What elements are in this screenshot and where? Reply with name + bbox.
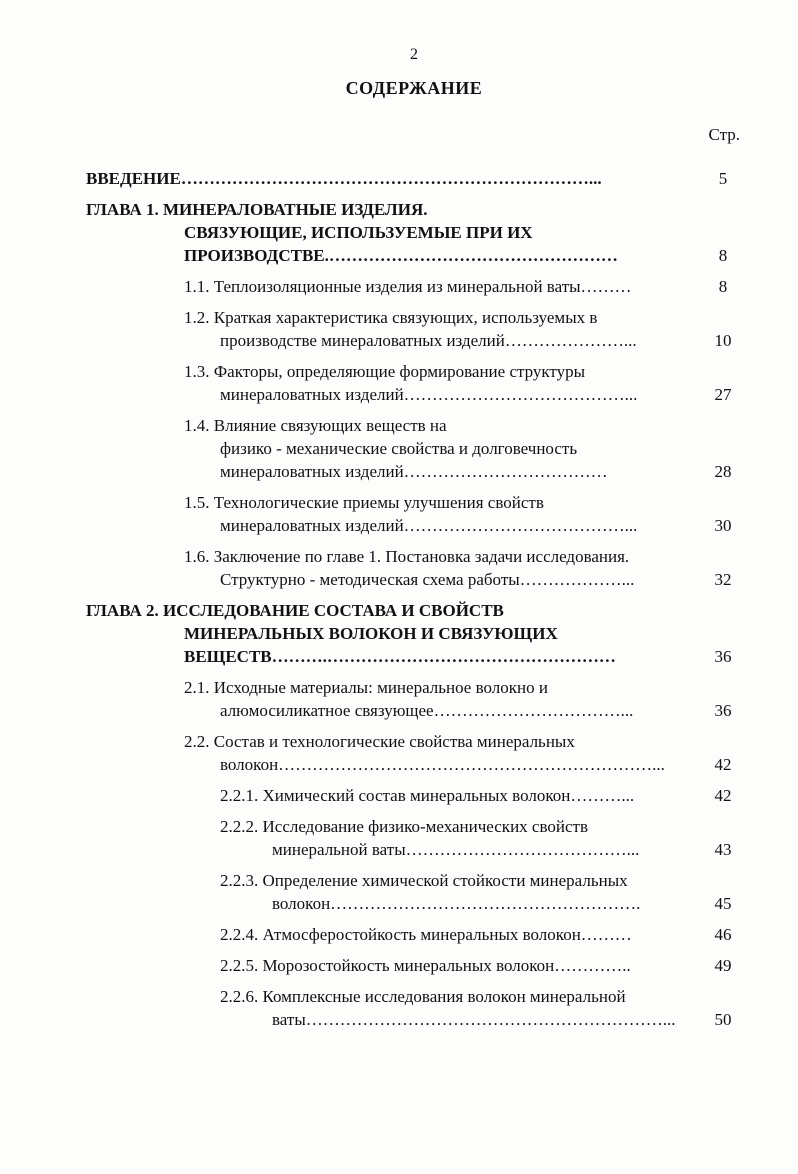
toc-entry [86,414,742,483]
toc-entry-line: ГЛАВА 2. ИССЛЕДОВАНИЕ СОСТАВА И СВОЙСТВ [86,601,504,620]
toc-entry [86,275,742,298]
toc-entry [86,923,742,946]
page-column-header: Стр. [708,125,740,144]
toc-entry-text [86,306,704,352]
toc-entry-line: 2.2.4. Атмосферостойкость минеральных волокон……… [220,925,632,944]
toc-list [86,167,742,1031]
toc-entry-text [86,815,704,861]
toc-entry-page-number: 42 [714,755,732,774]
toc-entry-line: ВВЕДЕНИЕ………………………………………………………………... [86,169,602,188]
toc-entry-page-number: 5 [718,169,728,188]
toc-entry [86,198,742,267]
toc-entry [86,167,742,190]
toc-entry [86,730,742,776]
toc-entry-line: Структурно - методическая схема работы………………... [220,570,635,589]
toc-entry-page-number: 43 [714,840,732,859]
toc-entry-page-number: 36 [714,701,732,720]
toc-entry-line: ПРОИЗВОДСТВЕ.…………………………………………… [184,246,618,265]
toc-entry-page-number: 30 [714,516,732,535]
toc-entry-line: МИНЕРАЛЬНЫХ ВОЛОКОН И СВЯЗУЮЩИХ [184,624,558,643]
toc-entry-text [86,730,704,776]
toc-entry-text [86,167,704,190]
toc-entry-page-number: 50 [714,1010,732,1029]
toc-entry-text [86,198,704,267]
toc-entry [86,306,742,352]
toc-entry-line: ГЛАВА 1. МИНЕРАЛОВАТНЫЕ ИЗДЕЛИЯ. [86,200,428,219]
toc-entry-line: 2.2.2. Исследование физико-механических свойств [220,817,588,836]
toc-entry [86,815,742,861]
toc-entry-line: минераловатных изделий…………………………………... [220,516,638,535]
toc-entry-text [86,676,704,722]
toc-entry-line: 2.2.5. Морозостойкость минеральных волокон………….. [220,956,631,975]
toc-entry-page-number: 28 [714,462,732,481]
toc-entry-line: физико - механические свойства и долговечность [220,439,578,458]
toc-entry-line: 1.3. Факторы, определяющие формирование структуры [184,362,586,381]
toc-entry-page-number: 8 [718,277,728,296]
toc-entry-line: минераловатных изделий…………………………………... [220,385,638,404]
toc-entry-text [86,275,704,298]
toc-entry-line: производстве минераловатных изделий…………………... [220,331,637,350]
toc-entry-line: 2.2.6. Комплексные исследования волокон минеральной [220,987,626,1006]
toc-entry [86,954,742,977]
toc-entry-text [86,414,704,483]
toc-entry-line: 1.5. Технологические приемы улучшения свойств [184,493,544,512]
toc-entry-line: минераловатных изделий……………………………… [220,462,608,481]
toc-entry [86,985,742,1031]
toc-entry-page-number: 49 [714,956,732,975]
toc-entry-page-number: 8 [718,246,728,265]
toc-entry-text [86,954,704,977]
toc-entry-line: 1.2. Краткая характеристика связующих, используемых в [184,308,598,327]
toc-entry-text [86,784,704,807]
page-number-top: 2 [410,46,418,63]
toc-entry-line: минеральной ваты…………………………………... [272,840,640,859]
toc-entry [86,784,742,807]
toc-entry-line: 1.6. Заключение по главе 1. Постановка задачи исследования. [184,547,630,566]
toc-entry-page-number: 36 [714,647,732,666]
toc-entry-page-number: 27 [714,385,732,404]
toc-entry [86,676,742,722]
toc-entry-page-number: 10 [714,331,732,350]
toc-entry-line: 1.1. Теплоизоляционные изделия из минеральной ваты……… [184,277,632,296]
toc-entry-line: волокон………………………………………………. [272,894,641,913]
toc-entry-page-number: 45 [714,894,732,913]
toc-entry [86,599,742,668]
toc-entry-line: 1.4. Влияние связующих веществ на [184,416,447,435]
toc-entry [86,869,742,915]
toc-entry-text [86,985,704,1031]
toc-entry-line: волокон…………………………………………………………... [220,755,665,774]
toc-entry-text [86,869,704,915]
toc-entry-text [86,360,704,406]
toc-entry-line: ВЕЩЕСТВ……….…………………………………………… [184,647,616,666]
toc-entry-line: 2.2.3. Определение химической стойкости минеральных [220,871,628,890]
toc-entry [86,545,742,591]
toc-entry-text [86,491,704,537]
toc-entry-page-number: 32 [714,570,732,589]
toc-entry-line: 2.2. Состав и технологические свойства минеральных [184,732,575,751]
toc-entry-line: 2.2.1. Химический состав минеральных волокон………... [220,786,635,805]
page-title: СОДЕРЖАНИЕ [345,78,483,98]
toc-entry-line: алюмосиликатное связующее……………………………... [220,701,634,720]
toc-entry [86,491,742,537]
toc-entry-line: СВЯЗУЮЩИЕ, ИСПОЛЬЗУЕМЫЕ ПРИ ИХ [184,223,533,242]
toc-entry-line: ваты………………………………………………………... [272,1010,676,1029]
toc-entry-text [86,599,704,668]
toc-entry-page-number: 46 [714,925,732,944]
toc-entry-line: 2.1. Исходные материалы: минеральное волокно и [184,678,548,697]
toc-entry-text [86,923,704,946]
toc-entry-text [86,545,704,591]
toc-entry [86,360,742,406]
toc-entry-page-number: 42 [714,786,732,805]
